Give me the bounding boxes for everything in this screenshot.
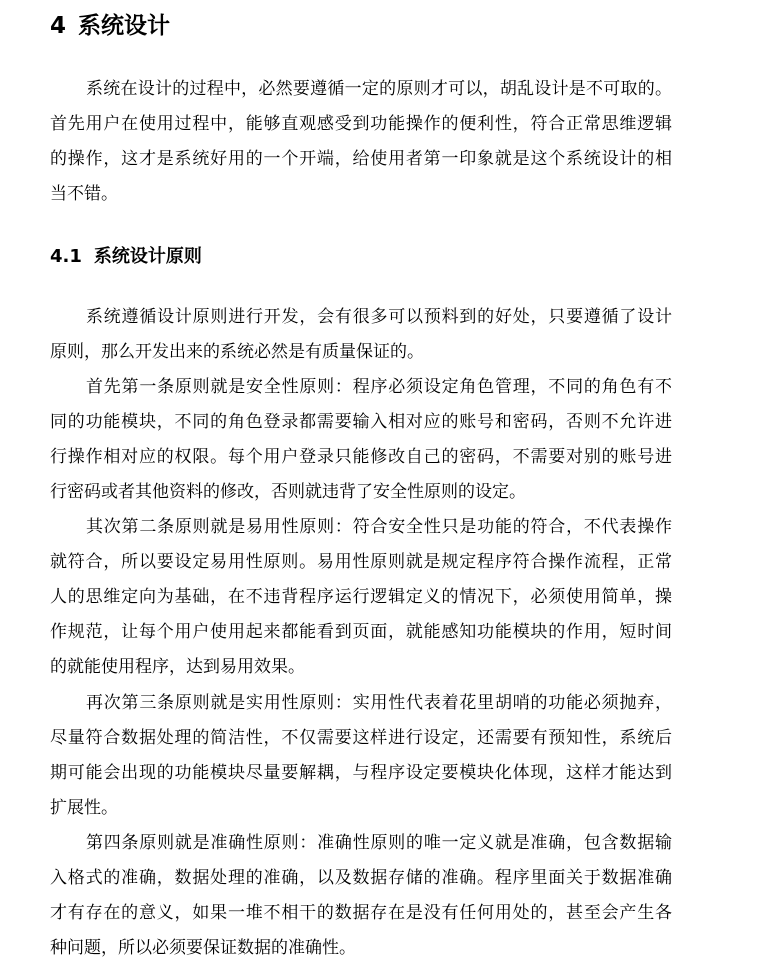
intro-line: 的操作，这才是系统好用的一个开端，给使用者第一印象就是这个系统设计的相 bbox=[50, 149, 672, 169]
paragraph-line: 其次第二条原则就是易用性原则：符合安全性只是功能的符合，不代表操作 bbox=[86, 517, 672, 537]
paragraph-line: 才有存在的意义，如果一堆不相干的数据存在是没有任何用处的，甚至会产生各 bbox=[50, 903, 672, 923]
paragraph-line: 系统遵循设计原则进行开发，会有很多可以预料到的好处，只要遵循了设计 bbox=[86, 307, 672, 327]
paragraph-line: 再次第三条原则就是实用性原则：实用性代表着花里胡哨的功能必须抛弃， bbox=[86, 693, 672, 713]
section-heading bbox=[50, 10, 170, 42]
intro-line: 当不错。 bbox=[50, 184, 118, 204]
paragraph-line: 第四条原则就是准确性原则：准确性原则的唯一定义就是准确，包含数据输 bbox=[86, 833, 672, 853]
paragraph-line: 首先第一条原则就是安全性原则：程序必须设定角色管理，不同的角色有不 bbox=[86, 377, 672, 397]
paragraph-line: 尽量符合数据处理的简洁性，不仅需要这样进行设定，还需要有预知性，系统后 bbox=[50, 728, 672, 748]
section-title: 系统设计 bbox=[78, 13, 171, 39]
paragraph-line: 行操作相对应的权限。每个用户登录只能修改自己的密码，不需要对别的账号进 bbox=[50, 447, 672, 467]
paragraph-line: 同的功能模块，不同的角色登录都需要输入相对应的账号和密码，否则不允许进 bbox=[50, 412, 672, 432]
paragraph-line: 的就能使用程序，达到易用效果。 bbox=[50, 657, 305, 677]
paragraph-line: 期可能会出现的功能模块尽量要解耦，与程序设定要模块化体现，这样才能达到 bbox=[50, 763, 672, 783]
subsection-heading bbox=[50, 243, 202, 271]
paragraph-line: 种问题，所以必须要保证数据的准确性。 bbox=[50, 938, 356, 958]
intro-line: 首先用户在使用过程中，能够直观感受到功能操作的便利性，符合正常思维逻辑 bbox=[50, 114, 672, 134]
paragraph-line: 扩展性。 bbox=[50, 798, 118, 818]
paragraph-line: 作规范，让每个用户使用起来都能看到页面，就能感知功能模块的作用，短时间 bbox=[50, 622, 672, 642]
paragraph-line: 就符合，所以要设定易用性原则。易用性原则就是规定程序符合操作流程，正常 bbox=[50, 552, 672, 572]
paragraph-line: 入格式的准确，数据处理的准确，以及数据存储的准确。程序里面关于数据准确 bbox=[50, 868, 672, 888]
paragraph-line: 人的思维定向为基础，在不违背程序运行逻辑定义的情况下，必须使用简单，操 bbox=[50, 587, 672, 607]
intro-line: 系统在设计的过程中，必然要遵循一定的原则才可以，胡乱设计是不可取的。 bbox=[86, 79, 672, 99]
subsection-number: 4.1 bbox=[50, 246, 82, 267]
paragraph-line: 原则，那么开发出来的系统必然是有质量保证的。 bbox=[50, 342, 424, 362]
subsection-title: 系统设计原则 bbox=[93, 246, 202, 267]
paragraph-line: 行密码或者其他资料的修改，否则就违背了安全性原则的设定。 bbox=[50, 482, 526, 502]
section-number: 4 bbox=[50, 13, 67, 39]
